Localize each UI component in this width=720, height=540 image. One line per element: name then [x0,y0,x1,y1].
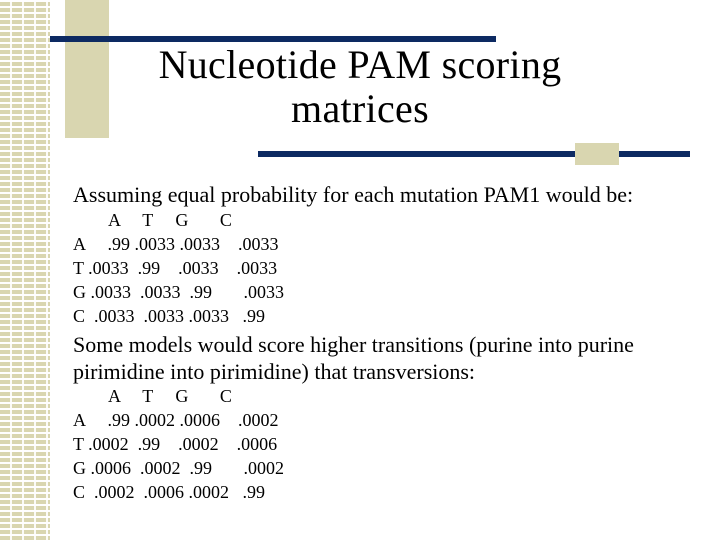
title-line-1: Nucleotide PAM scoring [158,42,562,87]
matrix1-row-c: C .0033 .0033 .0033 .99 [73,306,266,326]
matrix1-row-g: G .0033 .0033 .99 .0033 [73,282,284,302]
note-text [73,331,634,385]
decorative-stripes [0,0,50,540]
matrix1-row-t: T .0033 .99 .0033 .0033 [73,258,278,278]
matrix1-row-a: A .99 .0033 .0033 .0033 [73,234,279,254]
note-line-1: Some models would score higher transitions (purine into purine [73,332,634,357]
matrix2-header: A T G C [73,386,232,406]
matrix2-row-t: T .0002 .99 .0002 .0006 [73,434,278,454]
decorative-block-bottom [575,143,619,165]
slide-title [100,43,620,131]
matrix1-header: A T G C [73,210,232,230]
matrix2-row-a: A .99 .0002 .0006 .0002 [73,410,279,430]
matrix2-row-g: G .0006 .0002 .99 .0002 [73,458,284,478]
note-line-2: pirimidine into pirimidine) that transversions: [73,359,476,384]
intro-text: Assuming equal probability for each mutation PAM1 would be: [73,182,634,207]
title-rule-bottom [258,151,690,157]
matrix2-row-c: C .0002 .0006 .0002 .99 [73,482,266,502]
title-line-2: matrices [291,86,429,131]
